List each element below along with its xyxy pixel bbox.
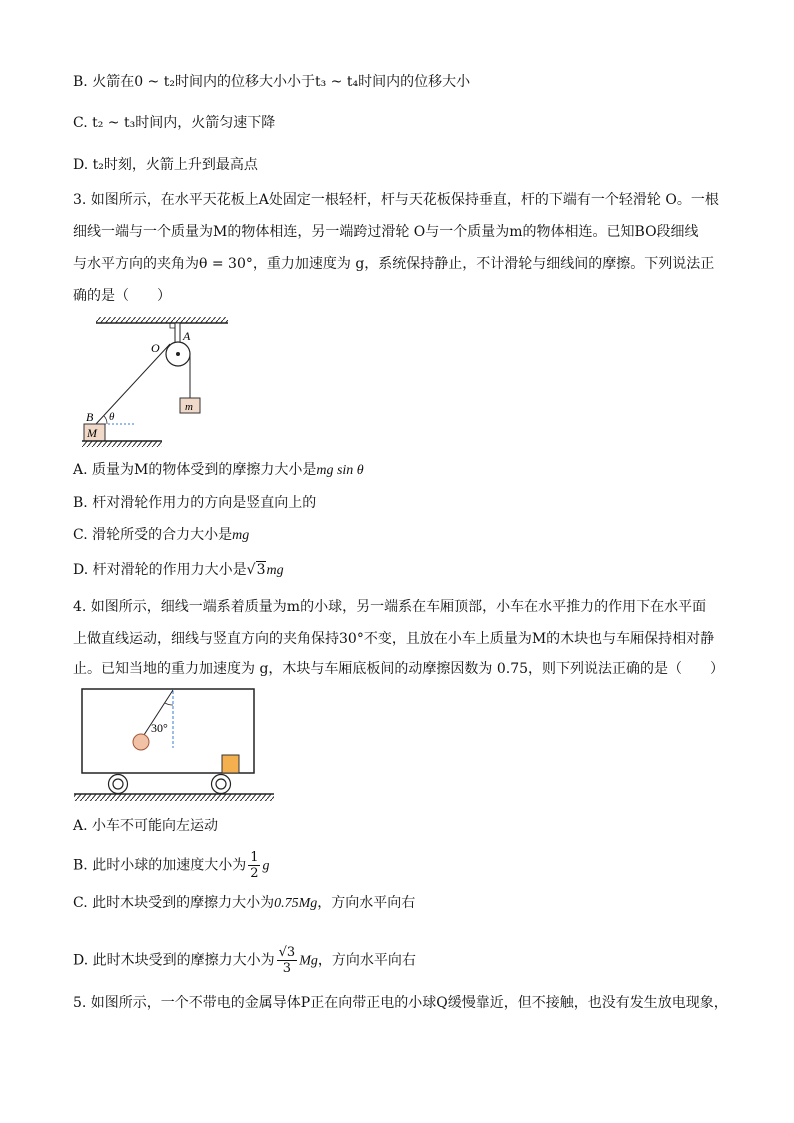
q3-stem-line-3: 与水平方向的夹角为θ = 30°，重力加速度为 g，系统保持静止，不计滑轮与细线间的摩擦。下列说法正 bbox=[73, 256, 715, 272]
q3-option-a-math: mg sin θ bbox=[316, 463, 364, 478]
q4-option-d-math: Mg bbox=[299, 953, 318, 969]
q3-pulley-figure bbox=[78, 308, 238, 453]
wood-block bbox=[222, 755, 239, 773]
ball bbox=[133, 734, 149, 750]
q3-option-d-sqrt: 3 bbox=[256, 562, 266, 578]
q4-option-d-fraction bbox=[277, 945, 298, 976]
q4-option-b bbox=[73, 850, 734, 881]
label-a: A bbox=[183, 329, 191, 343]
fraction-denominator: 2 bbox=[250, 866, 259, 881]
theta-arc bbox=[104, 416, 107, 424]
q4-option-d-suffix: ，方向水平向右 bbox=[317, 952, 416, 969]
pulley bbox=[166, 342, 190, 366]
string-bo bbox=[96, 344, 170, 424]
q3-option-a bbox=[73, 460, 734, 481]
label-b: B bbox=[86, 410, 94, 424]
label-big-m: M bbox=[87, 426, 97, 440]
q3-stem-line-1: 3. 如图所示，在水平天花板上A处固定一根轻杆，杆与天花板保持垂直，杆的下端有一个轻滑轮 O。一根 bbox=[73, 192, 719, 208]
ground bbox=[82, 441, 162, 447]
label-m-small: m bbox=[185, 401, 193, 413]
q4-option-b-math: g bbox=[262, 858, 270, 874]
q4-option-a: A. 小车不可能向左运动 bbox=[73, 818, 219, 834]
ground bbox=[74, 794, 274, 801]
q4-option-c-math: 0.75Mg bbox=[274, 896, 318, 911]
q3-option-d-text: D. 杆对滑轮的作用力大小是 bbox=[73, 562, 247, 578]
ceiling bbox=[96, 317, 228, 323]
q3-option-b: B. 杆对滑轮作用力的方向是竖直向上的 bbox=[73, 495, 317, 511]
q5-stem-line-1: 5. 如图所示，一个不带电的金属导体P正在向带正电的小球Q缓慢靠近，但不接触，也没有发生放电现象， bbox=[73, 995, 728, 1011]
q4-option-c-text: C. 此时木块受到的摩擦力大小为 bbox=[73, 895, 275, 911]
q4-stem-line-1: 4. 如图所示，细线一端系着质量为m的小球，另一端系在车厢顶部，小车在水平推力的作用下在水平面 bbox=[73, 599, 707, 615]
q4-stem-line-3: 止。已知当地的重力加速度为 g，木块与车厢底板间的动摩擦因数为 0.75，则下列说法正确的是（ ） bbox=[73, 661, 725, 677]
q2-option-c: C. t₂ ~ t₃时间内，火箭匀速下降 bbox=[73, 115, 276, 131]
q3-option-c bbox=[73, 525, 734, 546]
q3-option-c-math: mg bbox=[232, 528, 250, 543]
q4-option-b-text: B. 此时小球的加速度大小为 bbox=[73, 857, 247, 874]
q4-option-d bbox=[73, 945, 734, 976]
q3-stem-line-4: 确的是（ ） bbox=[73, 288, 171, 304]
q4-stem-line-2: 上做直线运动，细线与竖直方向的夹角保持30°不变，且放在小车上质量为M的木块也与车厢保持相对静 bbox=[73, 631, 715, 647]
q3-option-a-text: A. 质量为M的物体受到的摩擦力大小是 bbox=[73, 462, 317, 478]
q4-cart-figure bbox=[72, 685, 282, 810]
q3-option-d-sqrt-sign: √ bbox=[246, 562, 256, 578]
q3-option-d bbox=[73, 560, 734, 581]
q2-option-d: D. t₂时刻，火箭上升到最高点 bbox=[73, 157, 258, 173]
q4-option-d-text: D. 此时木块受到的摩擦力大小为 bbox=[73, 952, 275, 969]
q3-stem-line-2: 细线一端与一个质量为M的物体相连，另一端跨过滑轮 O与一个质量为m的物体相连。已知BO段细线 bbox=[73, 224, 699, 240]
q4-option-c bbox=[73, 893, 734, 914]
fraction-numerator: 1 bbox=[250, 850, 259, 865]
fraction-denominator: 3 bbox=[282, 961, 292, 976]
label-theta: θ bbox=[109, 411, 115, 423]
q3-option-c-text: C. 滑轮所受的合力大小是 bbox=[73, 527, 233, 543]
q2-option-b: B. 火箭在0 ~ t₂时间内的位移大小小于t₃ ~ t₄时间内的位移大小 bbox=[73, 74, 471, 90]
fraction-numerator: √3 bbox=[278, 945, 296, 960]
label-30-degrees: 30° bbox=[151, 721, 168, 735]
right-wheel bbox=[212, 775, 231, 794]
q3-option-d-math: mg bbox=[266, 563, 284, 578]
q4-option-b-fraction bbox=[248, 850, 260, 881]
q4-option-c-suffix: ，方向水平向右 bbox=[317, 895, 416, 911]
label-o: O bbox=[151, 341, 160, 355]
left-wheel bbox=[109, 775, 128, 794]
